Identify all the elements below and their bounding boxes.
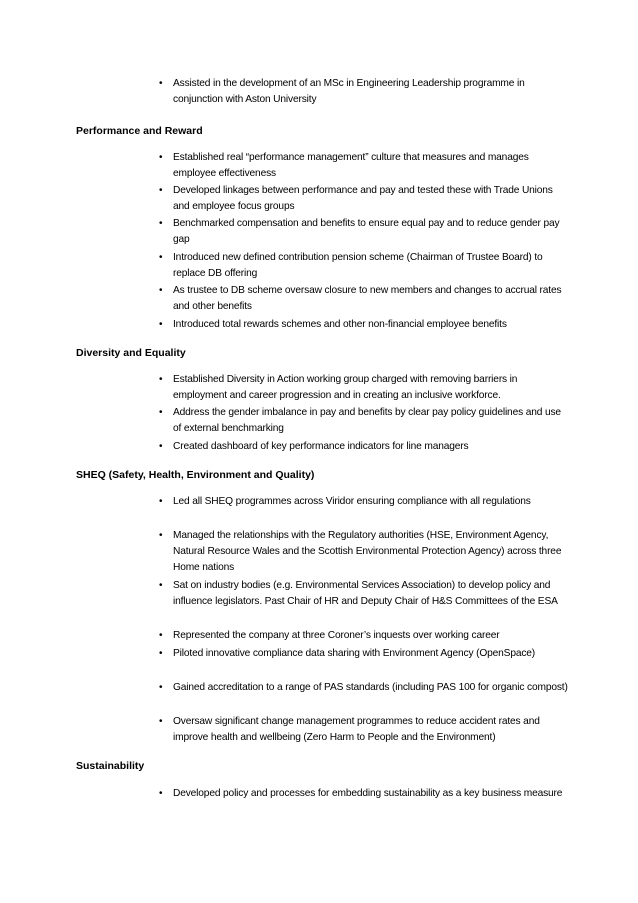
bullet-item: As trustee to DB scheme oversaw closure to new members and changes to accrual rates and other benefits bbox=[173, 285, 562, 312]
bullet-item: Introduced new defined contribution pension scheme (Chairman of Trustee Board) to replace DB offering bbox=[173, 252, 543, 279]
bullet-item: Created dashboard of key performance indicators for line managers bbox=[173, 441, 469, 452]
bullet-icon: • bbox=[159, 530, 163, 541]
bullet-icon: • bbox=[159, 682, 163, 693]
bullet-item: Managed the relationships with the Regulatory authorities (HSE, Environment Agency, Natural Resource Wales and the Scottish Environmental Protection Agency) across three Home nations bbox=[173, 530, 562, 573]
bullet-item: Assisted in the development of an MSc in Engineering Leadership programme in conjunction with Aston University bbox=[173, 78, 525, 105]
bullet-icon: • bbox=[159, 374, 163, 385]
bullet-item: Oversaw significant change management programmes to reduce accident rates and improve health and wellbeing (Zero Harm to People and the Environment) bbox=[173, 716, 540, 743]
bullet-icon: • bbox=[159, 218, 163, 229]
bullet-icon: • bbox=[159, 788, 163, 799]
bullet-icon: • bbox=[159, 252, 163, 263]
bullet-icon: • bbox=[159, 716, 163, 727]
bullet-item: Address the gender imbalance in pay and benefits by clear pay policy guidelines and use of external benchmarking bbox=[173, 407, 561, 434]
bullet-icon: • bbox=[159, 185, 163, 196]
bullet-icon: • bbox=[159, 78, 163, 89]
bullet-item: Gained accreditation to a range of PAS standards (including PAS 100 for organic compost) bbox=[173, 682, 568, 693]
bullet-item: Developed policy and processes for embedding sustainability as a key business measure bbox=[173, 788, 563, 799]
bullet-item: Established real “performance management” culture that measures and manages employee effectiveness bbox=[173, 152, 529, 179]
bullet-item: Piloted innovative compliance data sharing with Environment Agency (OpenSpace) bbox=[173, 648, 536, 659]
bullet-icon: • bbox=[159, 441, 163, 452]
section-heading-sustainability: Sustainability bbox=[76, 760, 145, 772]
bullet-item: Established Diversity in Action working group charged with removing barriers in employment and career progression and in creating an inclusive workforce. bbox=[173, 374, 518, 401]
section-heading-performance-reward: Performance and Reward bbox=[76, 125, 203, 137]
bullet-icon: • bbox=[159, 630, 163, 641]
bullet-item: Benchmarked compensation and benefits to ensure equal pay and to reduce gender pay gap bbox=[173, 218, 560, 245]
section-heading-diversity-equality: Diversity and Equality bbox=[76, 347, 186, 359]
section-heading-sheq: SHEQ (Safety, Health, Environment and Quality) bbox=[76, 469, 315, 481]
bullet-icon: • bbox=[159, 152, 163, 163]
bullet-icon: • bbox=[159, 496, 163, 507]
bullet-item: Represented the company at three Coroner’s inquests over working career bbox=[173, 630, 500, 641]
bullet-icon: • bbox=[159, 580, 163, 591]
bullet-item: Developed linkages between performance and pay and tested these with Trade Unions and employee focus groups bbox=[173, 185, 553, 212]
bullet-item: Sat on industry bodies (e.g. Environmental Services Association) to develop policy and influence legislators. Past Chair of HR and Deputy Chair of H&S Committees of the ESA bbox=[173, 580, 558, 607]
bullet-item: Led all SHEQ programmes across Viridor ensuring compliance with all regulations bbox=[173, 496, 531, 507]
bullet-icon: • bbox=[159, 648, 163, 659]
bullet-icon: • bbox=[159, 285, 163, 296]
bullet-item: Introduced total rewards schemes and other non-financial employee benefits bbox=[173, 319, 507, 330]
bullet-icon: • bbox=[159, 407, 163, 418]
bullet-icon: • bbox=[159, 319, 163, 330]
